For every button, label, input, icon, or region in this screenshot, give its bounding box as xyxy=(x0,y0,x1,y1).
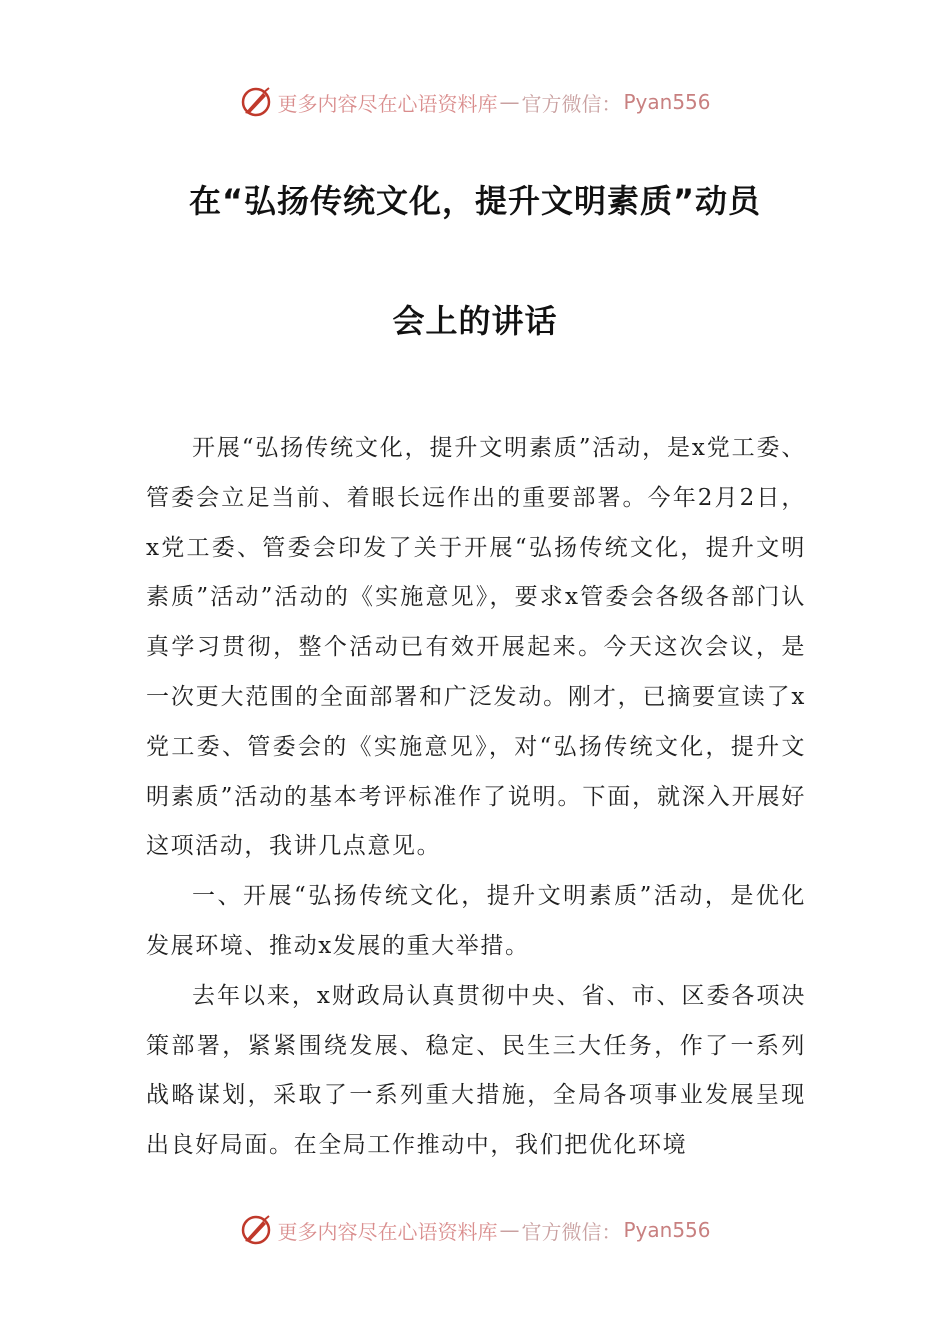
banner-wechat-label: 官方微信： xyxy=(521,91,622,116)
paragraph-intro: 开展“弘扬传统文化，提升文明素质”活动，是x党工委、管委会立足当前、着眼长远作出的重要部署。今年2月2日，x党工委、管委会印发了关于开展“弘扬传统文化，提升文明素质”活动”活动的《实施意见》，要求x管委会各级各部门认真学习贯彻，整个活动已有效开展起来。今天这次会议，是一次更大范围的全面部署和广泛发动。刚才，已摘要宣读了x党工委、管委会的《实施意见》，对“弘扬传统文化，提升文明素质”活动的基本考评标准作了说明。下面，就深入开展好这项活动，我讲几点意见。 xyxy=(146,435,806,860)
banner-separator: — xyxy=(499,1218,520,1242)
banner-wechat-label: 官方微信： xyxy=(521,1219,622,1244)
banner-separator: — xyxy=(499,90,520,114)
footer-banner xyxy=(0,1210,950,1250)
banner-wechat-id: Pyan556 xyxy=(623,1218,711,1242)
document-body xyxy=(146,424,806,1171)
document-title-line-2: 会上的讲话 xyxy=(392,302,558,340)
banner-wechat-id: Pyan556 xyxy=(623,90,711,114)
paragraph-background: 去年以来，x财政局认真贯彻中央、省、市、区委各项决策部署，紧紧围绕发展、稳定、民生三大任务，作了一系列战略谋划，采取了一系列重大措施，全局各项事业发展呈现出良好局面。在全局工作推动中，我们把优化环境 xyxy=(146,982,806,1159)
paragraph-section-heading: 一、开展“弘扬传统文化，提升文明素质”活动，是优化发展环境、推动x发展的重大举措。 xyxy=(146,883,806,959)
banner-brand: 更多内容尽在心语资料库 xyxy=(277,1219,498,1244)
header-banner xyxy=(0,82,950,122)
quill-logo-icon xyxy=(239,1213,273,1247)
banner-brand: 更多内容尽在心语资料库 xyxy=(277,91,498,116)
document-title-line-1: 在“弘扬传统文化，提升文明素质”动员 xyxy=(188,182,762,220)
quill-logo-icon xyxy=(239,85,273,119)
